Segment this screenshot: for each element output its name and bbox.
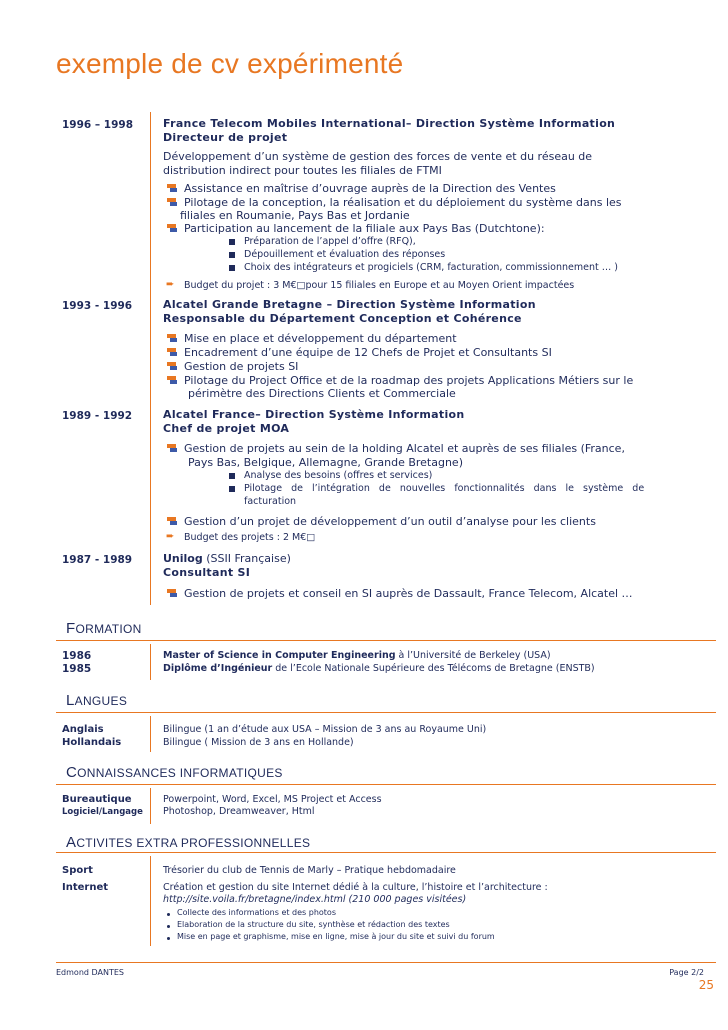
square-bullet-icon	[229, 265, 235, 271]
formation-degree: Master of Science in Computer Engineering	[163, 650, 396, 661]
job-bullet: filiales en Roumanie, Pays Bas et Jordanie	[180, 209, 410, 222]
skill-list: Powerpoint, Word, Excel, MS Project et Access	[163, 794, 382, 805]
language-level: Bilingue (1 an d’étude aux USA – Mission de 3 ans au Royaume Uni)	[163, 724, 487, 735]
skill-category: Logiciel/Langage	[62, 807, 143, 817]
job-role: Responsable du Département Conception et Cohérence	[163, 312, 522, 325]
bullet-dot	[167, 937, 170, 940]
bullet-icon	[167, 376, 177, 385]
job-bullet: Gestion de projets SI	[184, 360, 299, 373]
job-bullet: Assistance en maîtrise d’ouvrage auprès de la Direction des Ventes	[184, 182, 556, 195]
activity-description: Création et gestion du site Internet dédié à la culture, l’histoire et l’architecture :	[163, 882, 548, 893]
job-bullet: Pays Bas, Belgique, Allemagne, Grande Bretagne)	[188, 456, 463, 469]
job-sub-bullet: Dépouillement et évaluation des réponses	[244, 249, 446, 260]
formation-entry	[163, 650, 551, 661]
job-description: distribution indirect pour toutes les filiales de FTMI	[163, 164, 442, 177]
formation-degree: Diplôme d’Ingénieur	[163, 663, 273, 674]
job-sub-bullet: Pilotage de l’intégration de nouvelles fonctionnalités dans le système de	[244, 483, 645, 494]
page-number: 25	[698, 978, 714, 992]
timeline-bar	[150, 296, 151, 402]
job-dates: 1993 - 1996	[62, 300, 133, 312]
job-sub-bullet: Choix des intégrateurs et progiciels (CRM, facturation, commissionnement … )	[244, 262, 618, 273]
timeline-bar	[150, 112, 151, 296]
section-divider	[56, 784, 716, 785]
formation-school: de l’Ecole Nationale Supérieure des Télécoms de Bretagne (ENSTB)	[272, 663, 595, 674]
square-bullet-icon	[229, 252, 235, 258]
skill-list: Photoshop, Dreamweaver, Html	[163, 806, 315, 817]
section-heading-langues	[66, 692, 127, 709]
job-bullet: Gestion de projets au sein de la holding Alcatel et auprès de ses filiales (France,	[184, 442, 625, 455]
section-divider	[56, 712, 716, 713]
heading-rest: CTIVITES EXTRA PROFESSIONNELLES	[76, 836, 311, 850]
job-company-detail: (SSII Française)	[202, 552, 291, 565]
footer-divider	[56, 962, 716, 963]
bullet-icon	[167, 224, 177, 233]
job-company: Alcatel France– Direction Système Information	[163, 408, 465, 421]
website-url: http://site.voila.fr/bretagne/index.html (210 000 pages visitées)	[163, 894, 467, 905]
page-title: exemple de cv expérimenté	[56, 48, 404, 79]
job-sub-bullet: facturation	[244, 496, 297, 507]
square-bullet-icon	[229, 486, 235, 492]
timeline-bar	[150, 402, 151, 545]
activity-label: Internet	[62, 882, 109, 893]
formation-year: 1986	[62, 650, 92, 662]
job-company-name: Unilog	[163, 552, 203, 565]
language-level: Bilingue ( Mission de 3 ans en Hollande)	[163, 737, 354, 748]
activity-bullet: Elaboration de la structure du site, synthèse et rédaction des textes	[177, 920, 450, 929]
heading-rest: ORMATION	[75, 622, 142, 636]
section-heading-formation	[66, 620, 142, 637]
heading-capital: A	[66, 834, 77, 851]
job-bullet: Mise en place et développement du département	[184, 332, 457, 345]
heading-capital: F	[66, 620, 76, 637]
activity-bullet: Collecte des informations et des photos	[177, 908, 336, 917]
square-bullet-icon	[229, 473, 235, 479]
section-heading-extra	[66, 834, 310, 851]
timeline-bar	[150, 644, 151, 680]
job-dates: 1989 - 1992	[62, 410, 133, 422]
footer-name: Edmond DANTES	[56, 968, 125, 977]
bullet-dot	[167, 925, 170, 928]
timeline-bar	[150, 856, 151, 946]
timeline-bar	[150, 788, 151, 824]
section-divider	[56, 852, 716, 853]
job-bullet: Participation au lancement de la filiale aux Pays Bas (Dutchtone):	[184, 222, 545, 235]
job-role: Consultant SI	[163, 566, 251, 579]
bullet-icon	[167, 334, 177, 343]
job-company: Alcatel Grande Bretagne – Direction Système Information	[163, 298, 536, 311]
bullet-icon	[167, 589, 177, 598]
job-dates: 1987 - 1989	[62, 554, 133, 566]
activity-bullet: Mise en page et graphisme, mise en ligne, mise à jour du site et suivi du forum	[177, 932, 495, 941]
formation-year: 1985	[62, 663, 92, 675]
job-bullet: Gestion de projets et conseil en SI auprès de Dassault, France Telecom, Alcatel …	[184, 587, 633, 600]
job-budget: Budget du projet : 3 M€□pour 15 filiales en Europe et au Moyen Orient impactées	[184, 280, 575, 291]
bullet-icon	[167, 362, 177, 371]
job-sub-bullet: Analyse des besoins (offres et services)	[244, 470, 433, 481]
bullet-icon	[167, 444, 177, 453]
job-bullet: Pilotage du Project Office et de la roadmap des projets Applications Métiers sur le	[184, 374, 634, 387]
section-divider	[56, 640, 716, 641]
square-bullet-icon	[229, 239, 235, 245]
heading-capital: C	[66, 764, 78, 781]
formation-entry	[163, 663, 595, 674]
job-dates: 1996 – 1998	[62, 119, 134, 131]
language-name: Hollandais	[62, 737, 122, 748]
job-sub-bullet: Préparation de l’appel d’offre (RFQ),	[244, 236, 416, 247]
arrow-right-icon: ➨	[166, 531, 175, 542]
job-role: Directeur de projet	[163, 131, 288, 144]
timeline-bar	[150, 716, 151, 752]
bullet-dot	[167, 913, 170, 916]
heading-rest: ONNAISSANCES INFORMATIQUES	[77, 766, 283, 780]
job-description: Développement d’un système de gestion des forces de vente et du réseau de	[163, 150, 593, 163]
section-heading-informatique	[66, 764, 283, 781]
job-bullet: Pilotage de la conception, la réalisation et du déploiement du système dans les	[184, 196, 622, 209]
heading-rest: ANGUES	[74, 694, 128, 708]
heading-capital: L	[66, 692, 75, 709]
job-bullet: Encadrement d’une équipe de 12 Chefs de Projet et Consultants SI	[184, 346, 552, 359]
job-budget: Budget des projets : 2 M€□	[184, 532, 316, 543]
job-company: France Telecom Mobiles International– Direction Système Information	[163, 117, 616, 130]
activity-description: Trésorier du club de Tennis de Marly – Pratique hebdomadaire	[163, 865, 456, 876]
timeline-bar	[150, 545, 151, 605]
bullet-icon	[167, 348, 177, 357]
language-name: Anglais	[62, 724, 104, 735]
skill-category: Bureautique	[62, 794, 132, 805]
formation-school: à l’Université de Berkeley (USA)	[395, 650, 551, 661]
footer-page: Page 2/2	[669, 968, 704, 977]
bullet-icon	[167, 517, 177, 526]
bullet-icon	[167, 198, 177, 207]
job-company	[163, 552, 291, 565]
activity-label: Sport	[62, 865, 93, 876]
job-role: Chef de projet MOA	[163, 422, 290, 435]
arrow-right-icon: ➨	[166, 279, 175, 290]
bullet-icon	[167, 184, 177, 193]
job-bullet: périmètre des Directions Clients et Commerciale	[188, 387, 456, 400]
job-bullet: Gestion d’un projet de développement d’un outil d’analyse pour les clients	[184, 515, 596, 528]
